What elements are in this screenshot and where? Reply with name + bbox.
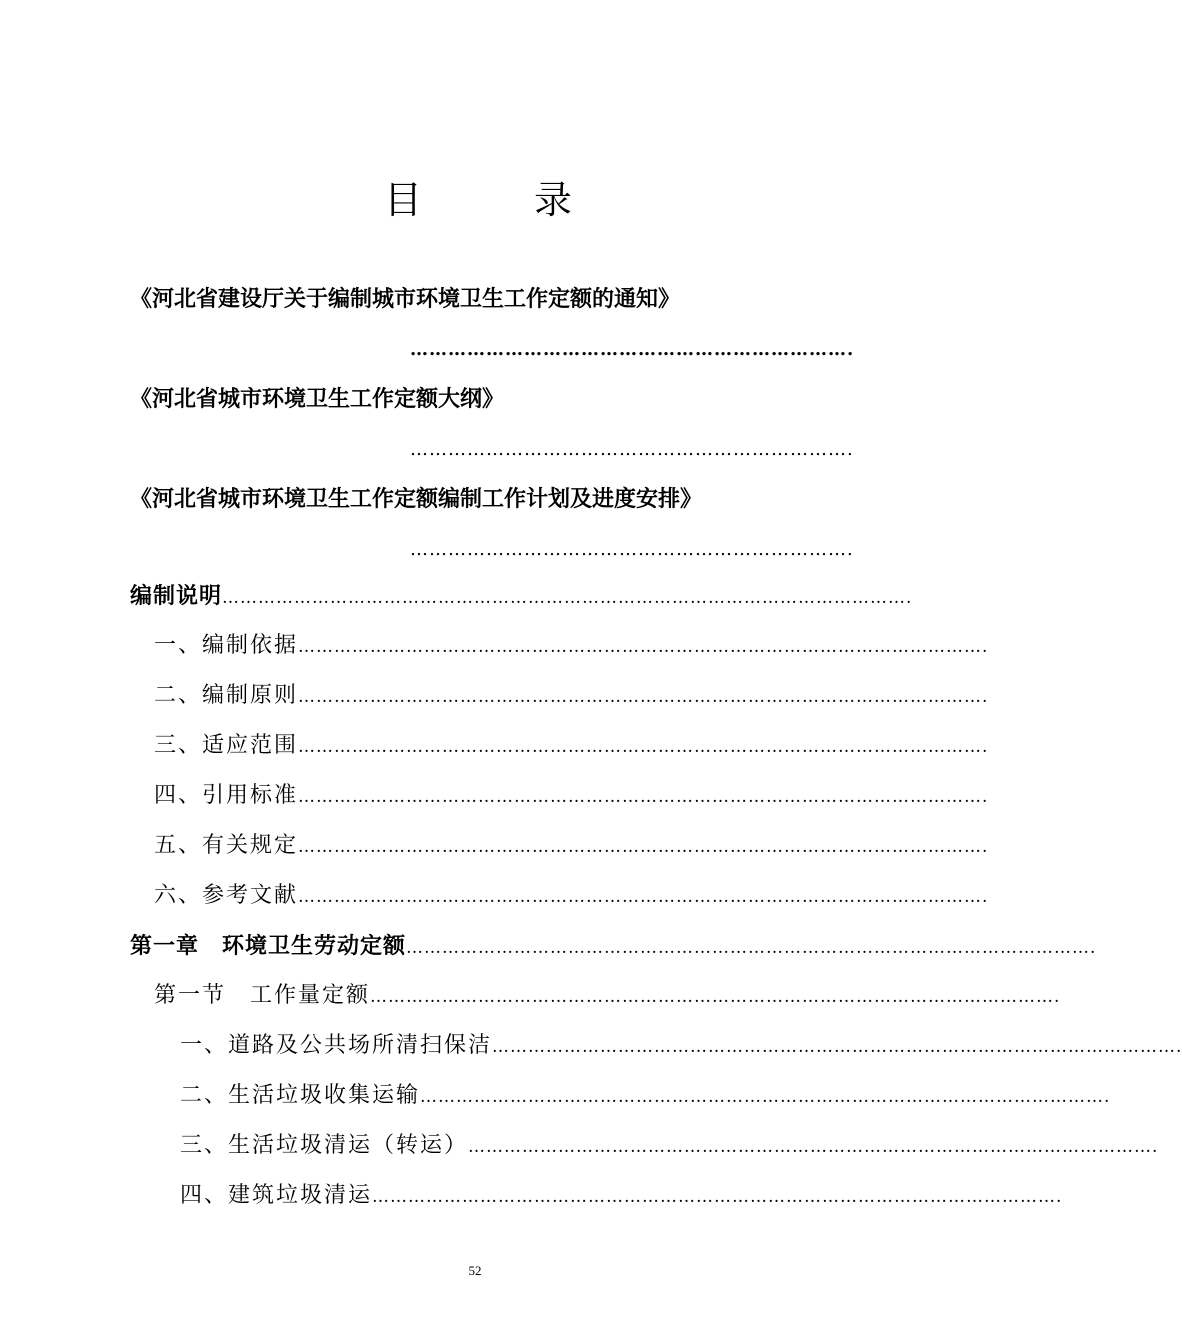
toc-entry-standards[interactable]	[154, 780, 989, 812]
toc-entry-preface[interactable]	[130, 580, 913, 612]
toc-entry-provisions[interactable]	[154, 830, 989, 862]
toc-entry-label: 六、参考文献	[154, 883, 299, 908]
toc-leader: …………………………………………………………………………………………………….	[370, 987, 1061, 1007]
page-number: 52	[468, 1263, 482, 1278]
toc-entry-label: 三、生活垃圾清运（转运）	[180, 1133, 469, 1158]
toc-entry-waste-transfer[interactable]	[180, 1130, 1159, 1162]
reference-leader-2: …………………………………………………………….	[410, 439, 854, 460]
toc-entry-references[interactable]	[154, 880, 989, 912]
toc-leader: …………………………………………………………………………………………………….	[298, 887, 989, 907]
page-title-char-2: 录	[534, 178, 573, 222]
toc-leader: …………………………………………………………………………………………………….	[372, 1187, 1063, 1207]
reference-leader-3: …………………………………………………………….	[410, 539, 854, 560]
page-title-char-1: 目	[384, 178, 423, 222]
toc-entry-label: 一、道路及公共场所清扫保洁	[180, 1033, 493, 1058]
toc-leader: …………………………………………………………………………………………………….	[298, 837, 989, 857]
toc-leader: …………………………………………………………………………………………………….	[298, 787, 989, 807]
reference-title-2: 《河北省城市环境卫生工作定额大纲》	[130, 386, 505, 412]
reference-title-3: 《河北省城市环境卫生工作定额编制工作计划及进度安排》	[130, 486, 703, 512]
toc-entry-section-1[interactable]	[154, 980, 1061, 1012]
toc-leader: …………………………………………………………………………………………………….	[222, 588, 913, 608]
toc-leader: …………………………………………………………………………………………………….	[298, 687, 989, 707]
toc-entry-label: 四、引用标准	[154, 783, 299, 808]
toc-entry-label: 第一章 环境卫生劳动定额	[130, 933, 407, 959]
toc-entry-scope[interactable]	[154, 730, 989, 762]
toc-leader: …………………………………………………………………………………………………….	[492, 1037, 1182, 1057]
reference-title-1: 《河北省建设厅关于编制城市环境卫生工作定额的通知》	[130, 286, 681, 312]
toc-entry-label: 二、生活垃圾收集运输	[180, 1083, 421, 1108]
toc-entry-label: 一、编制依据	[154, 633, 299, 658]
toc-entry-label: 三、适应范围	[154, 733, 299, 758]
toc-entry-label: 编制说明	[130, 583, 223, 609]
toc-leader: …………………………………………………………………………………………………….	[298, 737, 989, 757]
toc-entry-waste-collection[interactable]	[180, 1080, 1111, 1112]
toc-leader: …………………………………………………………………………………………………….	[420, 1087, 1111, 1107]
toc-leader: …………………………………………………………………………………………………….	[468, 1137, 1159, 1157]
toc-entry-construction-waste[interactable]	[180, 1180, 1063, 1212]
reference-leader-1: …………………………………………………………….	[410, 339, 855, 360]
toc-leader: …………………………………………………………………………………………………….	[298, 637, 989, 657]
toc-entry-label: 二、编制原则	[154, 683, 299, 708]
toc-entry-street-cleaning[interactable]	[180, 1030, 1182, 1062]
toc-entry-principles[interactable]	[154, 680, 989, 712]
toc-entry-basis[interactable]	[154, 630, 989, 662]
toc-entry-label: 五、有关规定	[154, 833, 299, 858]
toc-entry-label: 四、建筑垃圾清运	[180, 1183, 373, 1208]
toc-entry-chapter-1[interactable]	[130, 930, 1097, 962]
toc-leader: …………………………………………………………………………………………………….	[406, 938, 1097, 958]
toc-entry-label: 第一节 工作量定额	[154, 983, 371, 1008]
